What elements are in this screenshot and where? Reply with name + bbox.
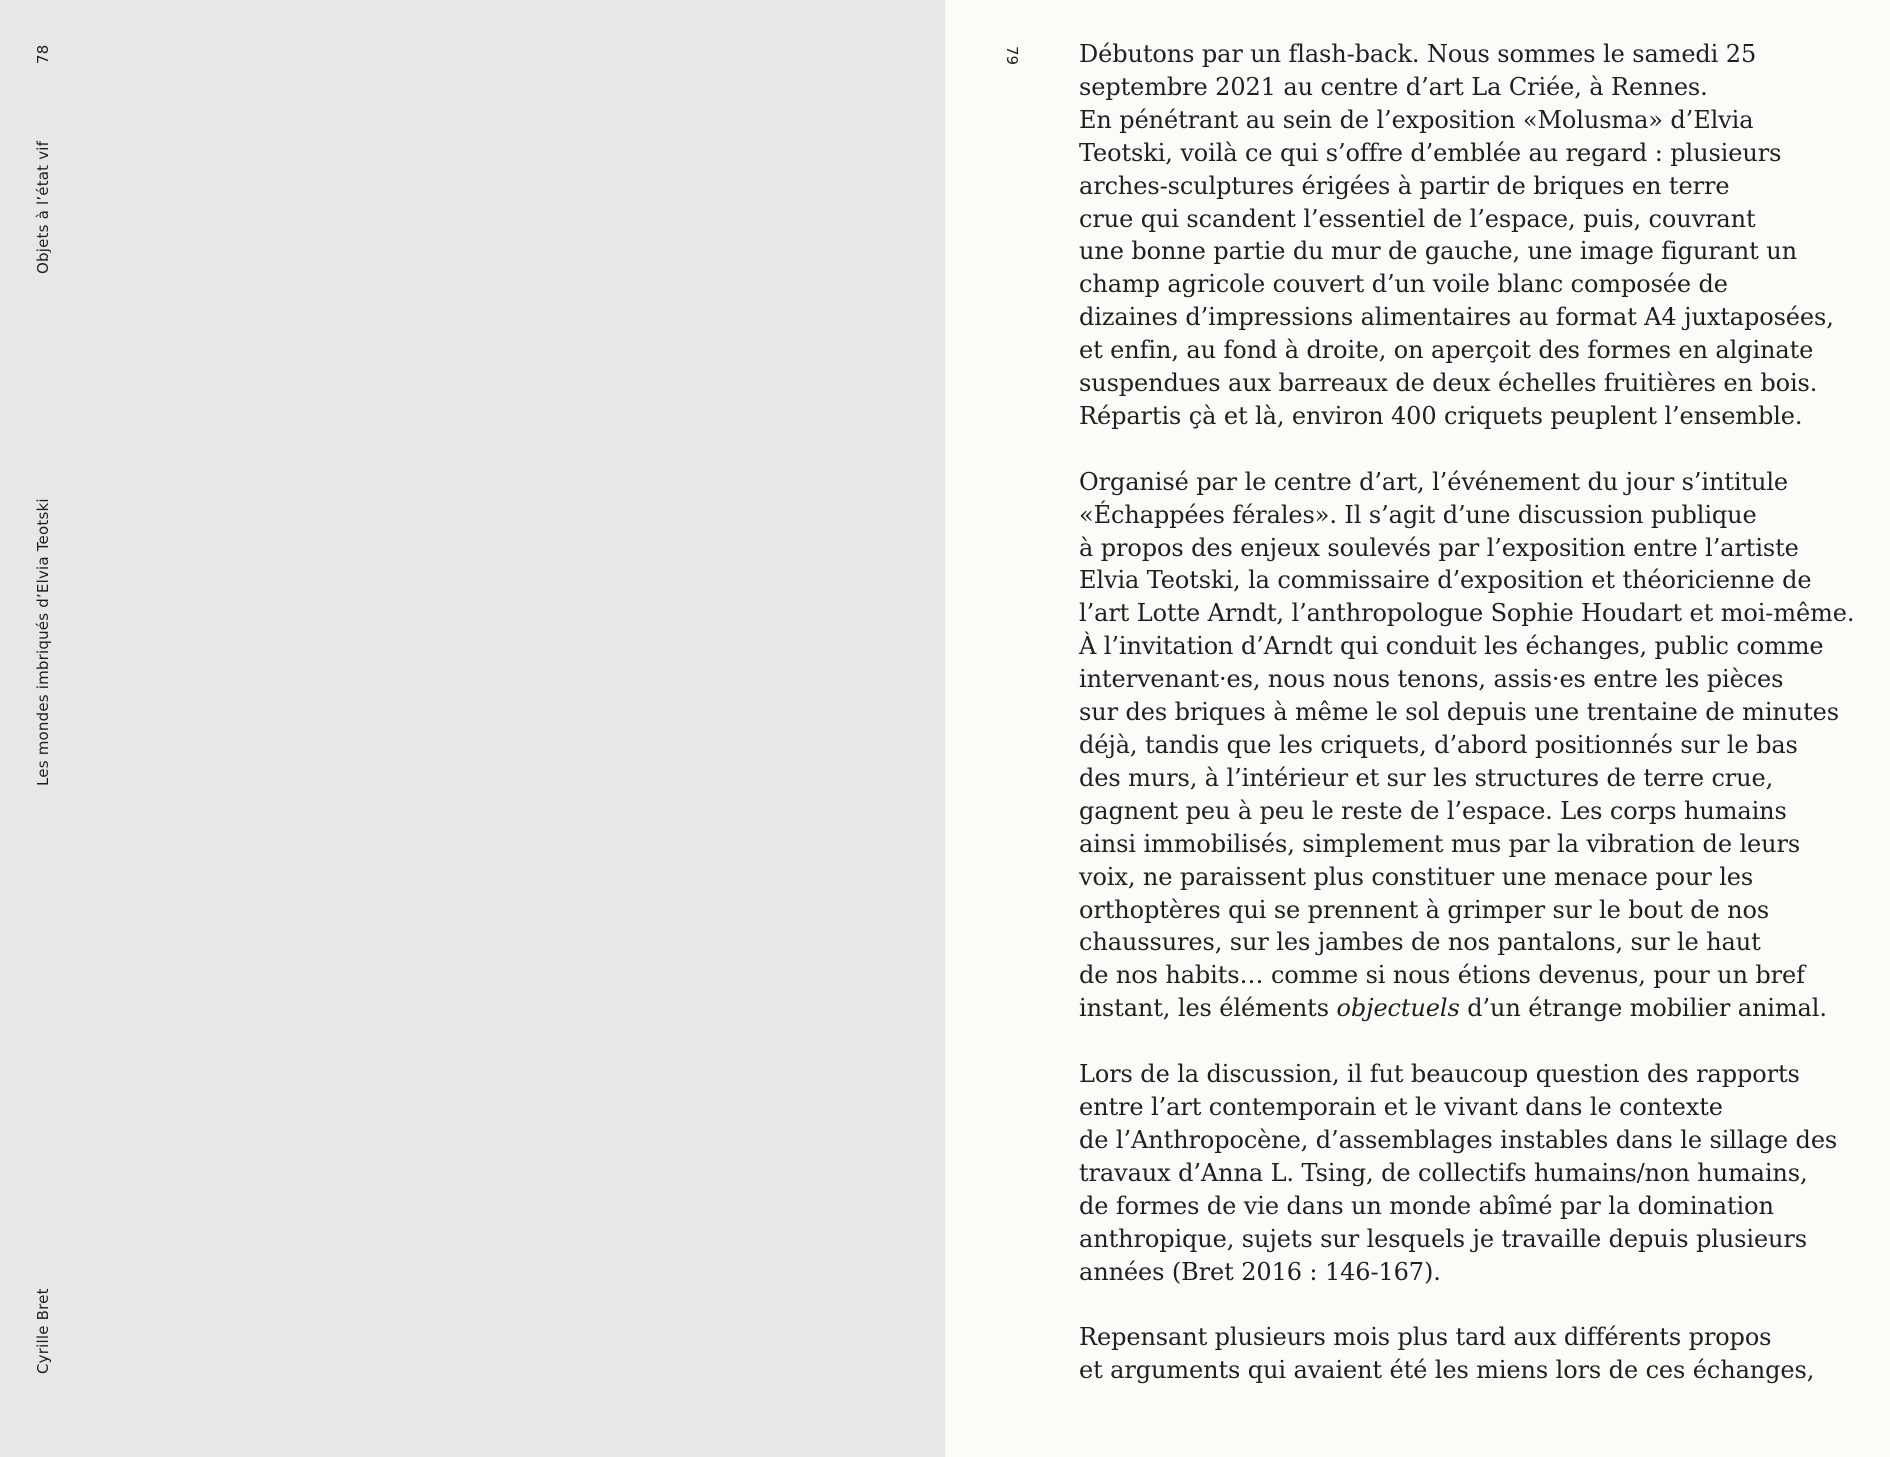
- body-text: [1079, 38, 1855, 1420]
- text-line: septembre 2021 au centre d’art La Criée, à Rennes.: [1079, 72, 1708, 101]
- text-line: de l’Anthropocène, d’assemblages instables dans le sillage des: [1079, 1125, 1838, 1154]
- text-line: À l’invitation d’Arndt qui conduit les échanges, public comme: [1079, 632, 1824, 661]
- text-line: et arguments qui avaient été les miens lors de ces échanges,: [1079, 1356, 1815, 1385]
- paragraph-2: [1079, 466, 1855, 1025]
- text-line: chaussures, sur les jambes de nos pantalons, sur le haut: [1079, 928, 1761, 957]
- text-line: Teotski, voilà ce qui s’offre d’emblée au regard : plusieurs: [1079, 138, 1782, 167]
- paragraph-3: [1079, 1058, 1838, 1288]
- text-line: de formes de vie dans un monde abîmé par la domination: [1079, 1191, 1774, 1220]
- text-line: sur des briques à même le sol depuis une trentaine de minutes: [1079, 698, 1839, 727]
- chapter-title: Les mondes imbriqués d’Elvia Teotski: [34, 498, 52, 786]
- text-line: années (Bret 2016 : 146-167).: [1079, 1257, 1441, 1286]
- text-line: crue qui scandent l’essentiel de l’espace, puis, couvrant: [1079, 204, 1756, 233]
- text-line: des murs, à l’intérieur et sur les structures de terre crue,: [1079, 763, 1774, 792]
- text-line: entre l’art contemporain et le vivant dans le contexte: [1079, 1092, 1723, 1121]
- text-line: ainsi immobilisés, simplement mus par la vibration de leurs: [1079, 829, 1801, 858]
- text-line: Répartis çà et là, environ 400 criquets peuplent l’ensemble.: [1079, 401, 1803, 430]
- paragraph-4: [1079, 1321, 1819, 1387]
- italic-term: objectuels: [1336, 994, 1460, 1023]
- running-head: Objets à l’état vif: [34, 140, 52, 274]
- text-line: de nos habits… comme si nous étions devenus, pour un bref: [1079, 961, 1805, 990]
- text-line: Lors de la discussion, il fut beaucoup question des rapports: [1079, 1060, 1800, 1089]
- page-number-left: 78: [34, 44, 52, 64]
- page-number-right: 79: [1003, 46, 1021, 66]
- text-line: orthoptères qui se prennent à grimper sur le bout de nos: [1079, 895, 1770, 924]
- text-segment: d’un étrange mobilier animal.: [1459, 994, 1827, 1023]
- text-line: et enfin, au fond à droite, on aperçoit des formes en alginate: [1079, 336, 1814, 365]
- text-segment: instant, les éléments: [1079, 994, 1337, 1023]
- text-line: Organisé par le centre d’art, l’événement du jour s’intitule: [1079, 467, 1789, 496]
- text-line: Elvia Teotski, la commissaire d’exposition et théoricienne de: [1079, 566, 1812, 595]
- text-line: une bonne partie du mur de gauche, une image figurant un: [1079, 237, 1797, 266]
- text-line: Débutons par un flash-back. Nous sommes le samedi 25: [1079, 40, 1757, 68]
- text-line-italic-mixed: [1079, 992, 1827, 1025]
- author-name: Cyrille Bret: [34, 1288, 52, 1374]
- text-line: anthropique, sujets sur lesquels je travaille depuis plusieurs: [1079, 1224, 1808, 1253]
- text-line: voix, ne paraissent plus constituer une menace pour les: [1079, 862, 1754, 891]
- paragraph-1: [1079, 38, 1834, 433]
- text-line: suspendues aux barreaux de deux échelles fruitières en bois.: [1079, 369, 1818, 398]
- text-line: à propos des enjeux soulevés par l’exposition entre l’artiste: [1079, 533, 1799, 562]
- text-line: l’art Lotte Arndt, l’anthropologue Sophie Houdart et moi-même.: [1079, 599, 1855, 628]
- text-line: dizaines d’impressions alimentaires au format A4 juxtaposées,: [1079, 303, 1834, 332]
- text-line: En pénétrant au sein de l’exposition «Molusma» d’Elvia: [1079, 105, 1754, 134]
- text-line: intervenant·es, nous nous tenons, assis·es entre les pièces: [1079, 665, 1784, 694]
- text-line: travaux d’Anna L. Tsing, de collectifs humains/non humains,: [1079, 1158, 1808, 1187]
- text-line: «Échappées férales». Il s’agit d’une discussion publique: [1079, 500, 1757, 529]
- text-line: déjà, tandis que les criquets, d’abord positionnés sur le bas: [1079, 731, 1798, 760]
- text-line: arches-sculptures érigées à partir de briques en terre: [1079, 171, 1730, 200]
- text-line: champ agricole couvert d’un voile blanc composée de: [1079, 270, 1728, 299]
- text-line: Repensant plusieurs mois plus tard aux différents propos: [1079, 1323, 1772, 1352]
- text-line: gagnent peu à peu le reste de l’espace. Les corps humains: [1079, 796, 1787, 825]
